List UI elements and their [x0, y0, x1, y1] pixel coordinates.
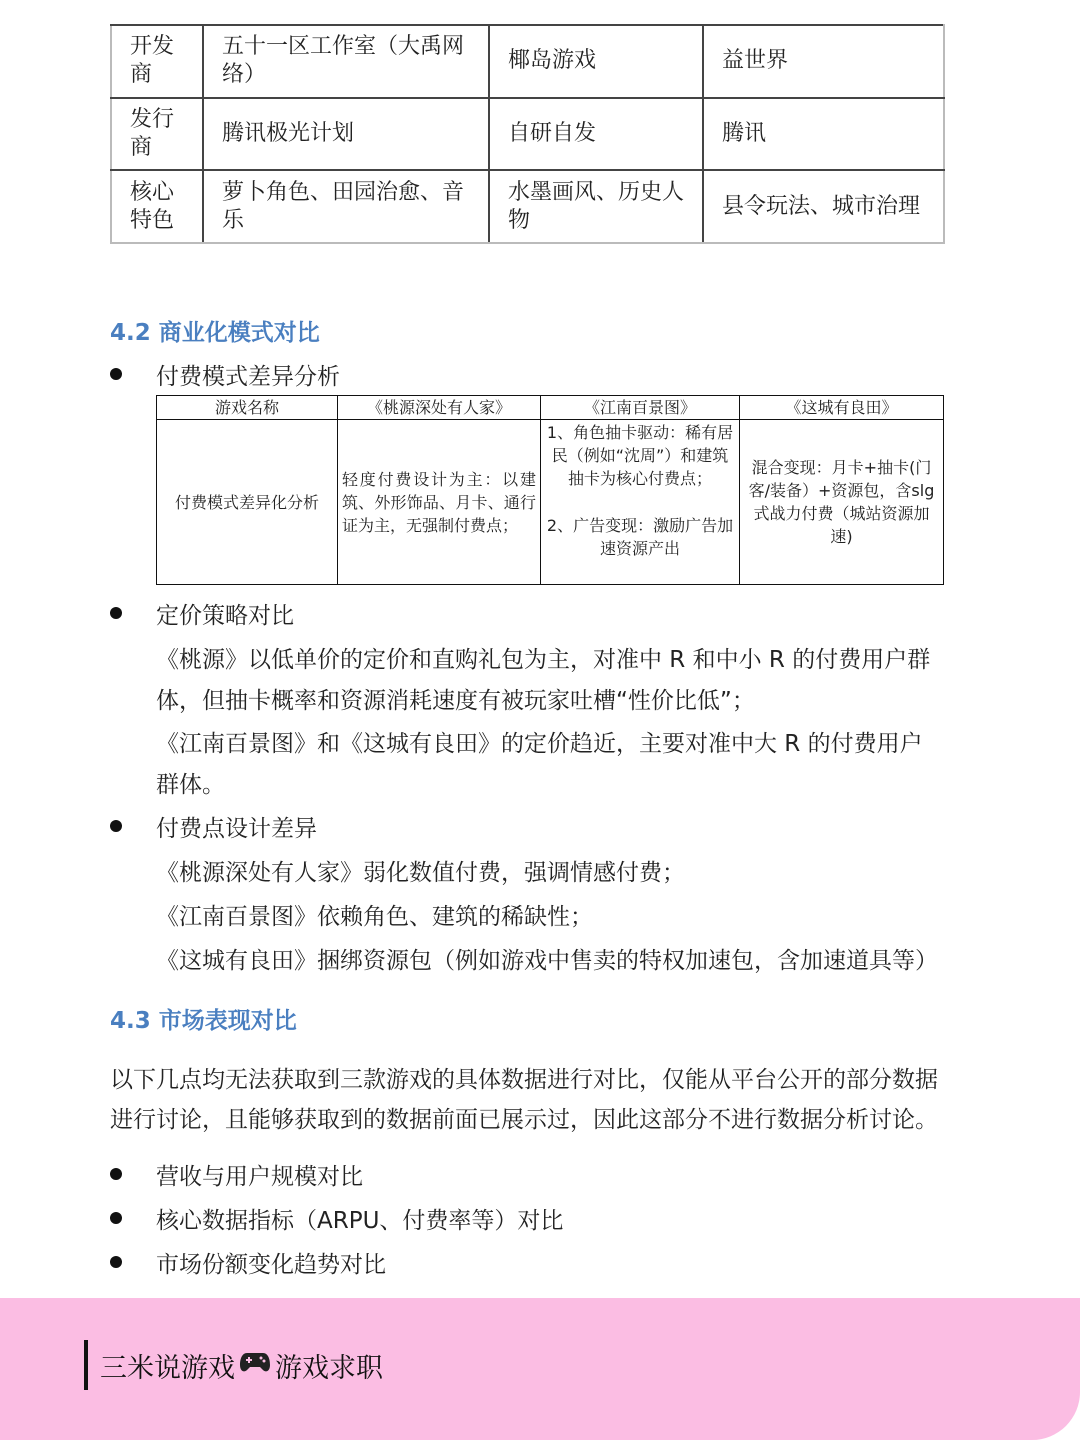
table-row — [111, 98, 944, 171]
paragraph-line: 《桃源深处有人家》弱化数值付费，强调情感付费； — [156, 860, 685, 886]
paragraph-line: 以下几点均无法获取到三款游戏的具体数据进行对比，仅能从平台公开的部分数据 — [110, 1067, 938, 1093]
footer-brand: 三米说游戏 — [100, 1353, 235, 1384]
row-label-developer: 开发商 — [111, 25, 203, 98]
bullet-paypoint-design: 付费点设计差异 — [156, 816, 317, 842]
bullet-icon — [110, 1212, 122, 1224]
bullet-icon — [110, 1256, 122, 1268]
table-cell: 萝卜角色、田园治愈、音乐 — [203, 170, 489, 243]
paragraph-line: 《这城有良田》捆绑资源包（例如游戏中售卖的特权加速包，含加速道具等） — [156, 948, 938, 974]
table-cell: 益世界 — [703, 25, 944, 98]
bullet-market-share: 市场份额变化趋势对比 — [156, 1252, 386, 1278]
bullet-payment-model: 付费模式差异分析 — [156, 364, 340, 390]
section-heading-4-2: 4.2 商业化模式对比 — [110, 320, 320, 346]
bullet-icon — [110, 607, 122, 619]
bullet-icon — [110, 1168, 122, 1180]
bullet-revenue: 营收与用户规模对比 — [156, 1164, 363, 1190]
bullet-icon — [110, 820, 122, 832]
bullet-pricing-strategy: 定价策略对比 — [156, 603, 294, 629]
table-cell: 腾讯极光计划 — [203, 98, 489, 171]
payment-model-table — [156, 395, 944, 585]
table-cell: 县令玩法、城市治理 — [703, 170, 944, 243]
footer-accent-bar — [84, 1340, 88, 1390]
row-label-core-features: 核心特色 — [111, 170, 203, 243]
paragraph-line: 体，但抽卡概率和资源消耗速度有被玩家吐槽“性价比低”； — [156, 688, 755, 714]
paragraph-line: 《江南百景图》依赖角色、建筑的稀缺性； — [156, 904, 593, 930]
paragraph-line: 《桃源》以低单价的定价和直购礼包为主，对准中 R 和中小 R 的付费用户群 — [156, 647, 931, 673]
table-cell: 轻度付费设计为主：以建筑、外形饰品、月卡、通行证为主，无强制付费点； — [338, 420, 541, 585]
table-cell: 水墨画风、历史人物 — [489, 170, 703, 243]
column-header: 《这城有良田》 — [740, 396, 944, 420]
table-header-row — [157, 396, 944, 420]
paragraph-line: 群体。 — [156, 772, 225, 798]
column-header: 游戏名称 — [157, 396, 338, 420]
footer-caption — [100, 1346, 383, 1385]
paragraph-line: 《江南百景图》和《这城有良田》的定价趋近，主要对准中大 R 的付费用户 — [156, 731, 923, 757]
table-row — [157, 420, 944, 585]
footer-topic: 游戏求职 — [275, 1353, 383, 1384]
table-cell: 自研自发 — [489, 98, 703, 171]
column-header: 《桃源深处有人家》 — [338, 396, 541, 420]
section-heading-4-3: 4.3 市场表现对比 — [110, 1008, 297, 1034]
row-label-publisher: 发行商 — [111, 98, 203, 171]
gamepad-icon — [239, 1350, 271, 1381]
cell-paragraph: 2、广告变现：激励广告加速资源产出 — [546, 516, 734, 558]
table-cell — [541, 420, 740, 585]
cell-paragraph: 1、角色抽卡驱动：稀有居民（例如“沈周”）和建筑抽卡为核心付费点； — [546, 423, 734, 488]
table-cell: 椰岛游戏 — [489, 25, 703, 98]
table-cell: 五十一区工作室（大禹网络） — [203, 25, 489, 98]
table-row — [111, 170, 944, 243]
column-header: 《江南百景图》 — [541, 396, 740, 420]
table-cell: 腾讯 — [703, 98, 944, 171]
game-info-table — [110, 24, 945, 244]
bullet-core-metrics: 核心数据指标（ARPU、付费率等）对比 — [156, 1208, 564, 1234]
table-row — [111, 25, 944, 98]
paragraph-line: 进行讨论，且能够获取到的数据前面已展示过，因此这部分不进行数据分析讨论。 — [110, 1107, 938, 1133]
bullet-icon — [110, 368, 122, 380]
row-label: 付费模式差异化分析 — [157, 420, 338, 585]
table-cell: 混合变现：月卡+抽卡(门客/装备）+资源包，含slg式战力付费（城站资源加速) — [740, 420, 944, 585]
